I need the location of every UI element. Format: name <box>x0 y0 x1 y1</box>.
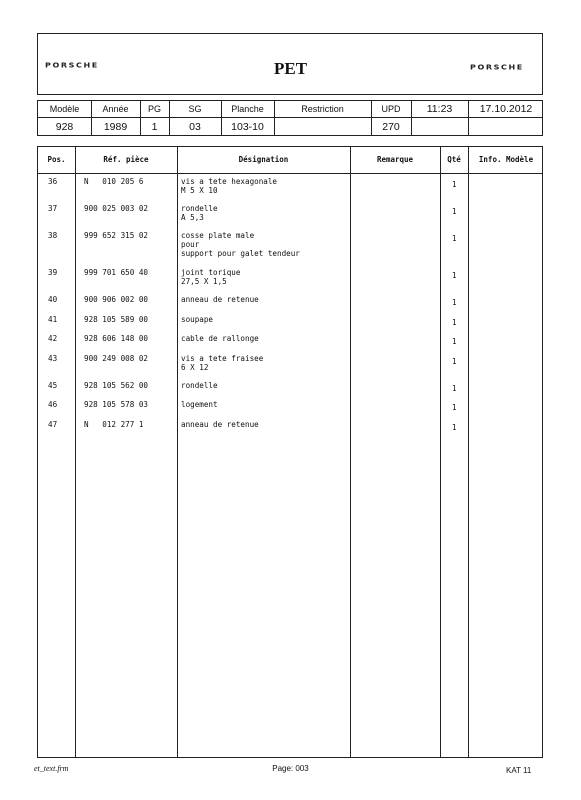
cell-part-number: 928 105 589 00 <box>84 314 149 324</box>
info-value-annee: 1989 <box>103 121 128 133</box>
cell-part-number: 928 105 578 03 <box>84 400 149 409</box>
cell-part-number: N 010 205 6 <box>84 177 144 186</box>
porsche-logo-right: PORSCHE <box>470 63 524 72</box>
cell-position: 47 <box>48 419 58 429</box>
cell-part-number: N 012 277 1 <box>84 419 144 429</box>
cell-position: 39 <box>48 268 58 277</box>
cell-quantity: 1 <box>452 271 457 280</box>
cell-part-number: 928 105 562 00 <box>84 380 149 390</box>
cell-designation: rondelle A 5,3 <box>181 204 218 222</box>
info-label-modele: Modèle <box>49 104 80 114</box>
info-value-modele: 928 <box>55 121 74 133</box>
column-header-qty: Qté <box>447 155 461 164</box>
cell-part-number: 928 606 148 00 <box>84 334 149 343</box>
porsche-logo-left: PORSCHE <box>45 61 99 70</box>
cell-designation: vis a tete fraisee 6 X 12 <box>181 353 264 372</box>
column-header-ref: Réf. pièce <box>103 155 149 164</box>
cell-designation: anneau de retenue <box>181 295 259 304</box>
cell-designation: cable de rallonge <box>181 334 259 343</box>
cell-position: 38 <box>48 231 58 240</box>
cell-quantity: 1 <box>452 403 457 412</box>
col-divider <box>440 147 441 757</box>
cell-position: 40 <box>48 295 58 304</box>
info-divider <box>38 117 542 118</box>
info-label-planche: Planche <box>231 104 264 114</box>
cell-part-number: 900 249 008 02 <box>84 353 149 363</box>
info-label-restriction: Restriction <box>301 104 344 114</box>
cell-designation: cosse plate male pour support pour galet tendeur <box>181 231 300 258</box>
cell-designation: joint torique 27,5 X 1,5 <box>181 268 241 286</box>
page-title: PET <box>273 59 308 78</box>
col-divider <box>75 147 76 757</box>
cell-quantity: 1 <box>452 317 457 327</box>
cell-position: 36 <box>48 177 58 186</box>
info-label-sg: SG <box>188 104 202 114</box>
cell-designation: soupape <box>181 314 214 324</box>
col-divider <box>350 147 351 757</box>
info-label-annee: Année <box>102 104 129 114</box>
cell-designation: rondelle <box>181 380 218 390</box>
footer-catalog: KAT 11 <box>506 766 532 775</box>
table-header-divider <box>38 173 542 174</box>
cell-part-number: 900 906 002 00 <box>84 295 149 304</box>
cell-quantity: 1 <box>452 180 457 189</box>
cell-position: 37 <box>48 204 58 213</box>
footer-page-number: Page: 003 <box>272 764 309 773</box>
info-label-date: 17.10.2012 <box>479 103 533 115</box>
column-header-remarque: Remarque <box>376 155 414 164</box>
col-divider <box>468 147 469 757</box>
info-label-upd: UPD <box>381 104 401 114</box>
cell-position: 41 <box>48 314 58 324</box>
cell-position: 43 <box>48 353 58 363</box>
info-value-upd: 270 <box>382 121 400 133</box>
cell-quantity: 1 <box>452 356 457 366</box>
info-value-sg: 03 <box>189 121 201 133</box>
info-box <box>37 100 543 136</box>
cell-part-number: 900 025 003 02 <box>84 204 149 213</box>
column-header-designation: Désignation <box>238 155 289 164</box>
cell-position: 45 <box>48 380 58 390</box>
cell-position: 42 <box>48 334 58 343</box>
cell-quantity: 1 <box>452 422 457 432</box>
footer-form-name: et_text.frm <box>34 764 69 773</box>
cell-part-number: 999 701 650 40 <box>84 268 149 277</box>
cell-designation: anneau de retenue <box>181 419 259 429</box>
cell-quantity: 1 <box>452 234 457 243</box>
cell-quantity: 1 <box>452 298 457 307</box>
cell-quantity: 1 <box>452 383 457 393</box>
cell-designation: logement <box>181 400 218 409</box>
cell-quantity: 1 <box>452 337 457 346</box>
column-header-pos: Pos. <box>47 155 66 164</box>
parts-table <box>37 146 543 758</box>
info-value-planche: 103-10 <box>231 121 264 133</box>
cell-designation: vis a tete hexagonale M 5 X 10 <box>181 177 278 195</box>
info-label-time: 11:23 <box>426 103 453 115</box>
cell-part-number: 999 652 315 02 <box>84 231 149 240</box>
info-label-pg: PG <box>147 104 161 114</box>
info-value-pg: 1 <box>151 121 158 133</box>
column-header-info-modele: Info. Modèle <box>478 155 534 164</box>
cell-position: 46 <box>48 400 58 409</box>
cell-quantity: 1 <box>452 207 457 216</box>
col-divider <box>177 147 178 757</box>
